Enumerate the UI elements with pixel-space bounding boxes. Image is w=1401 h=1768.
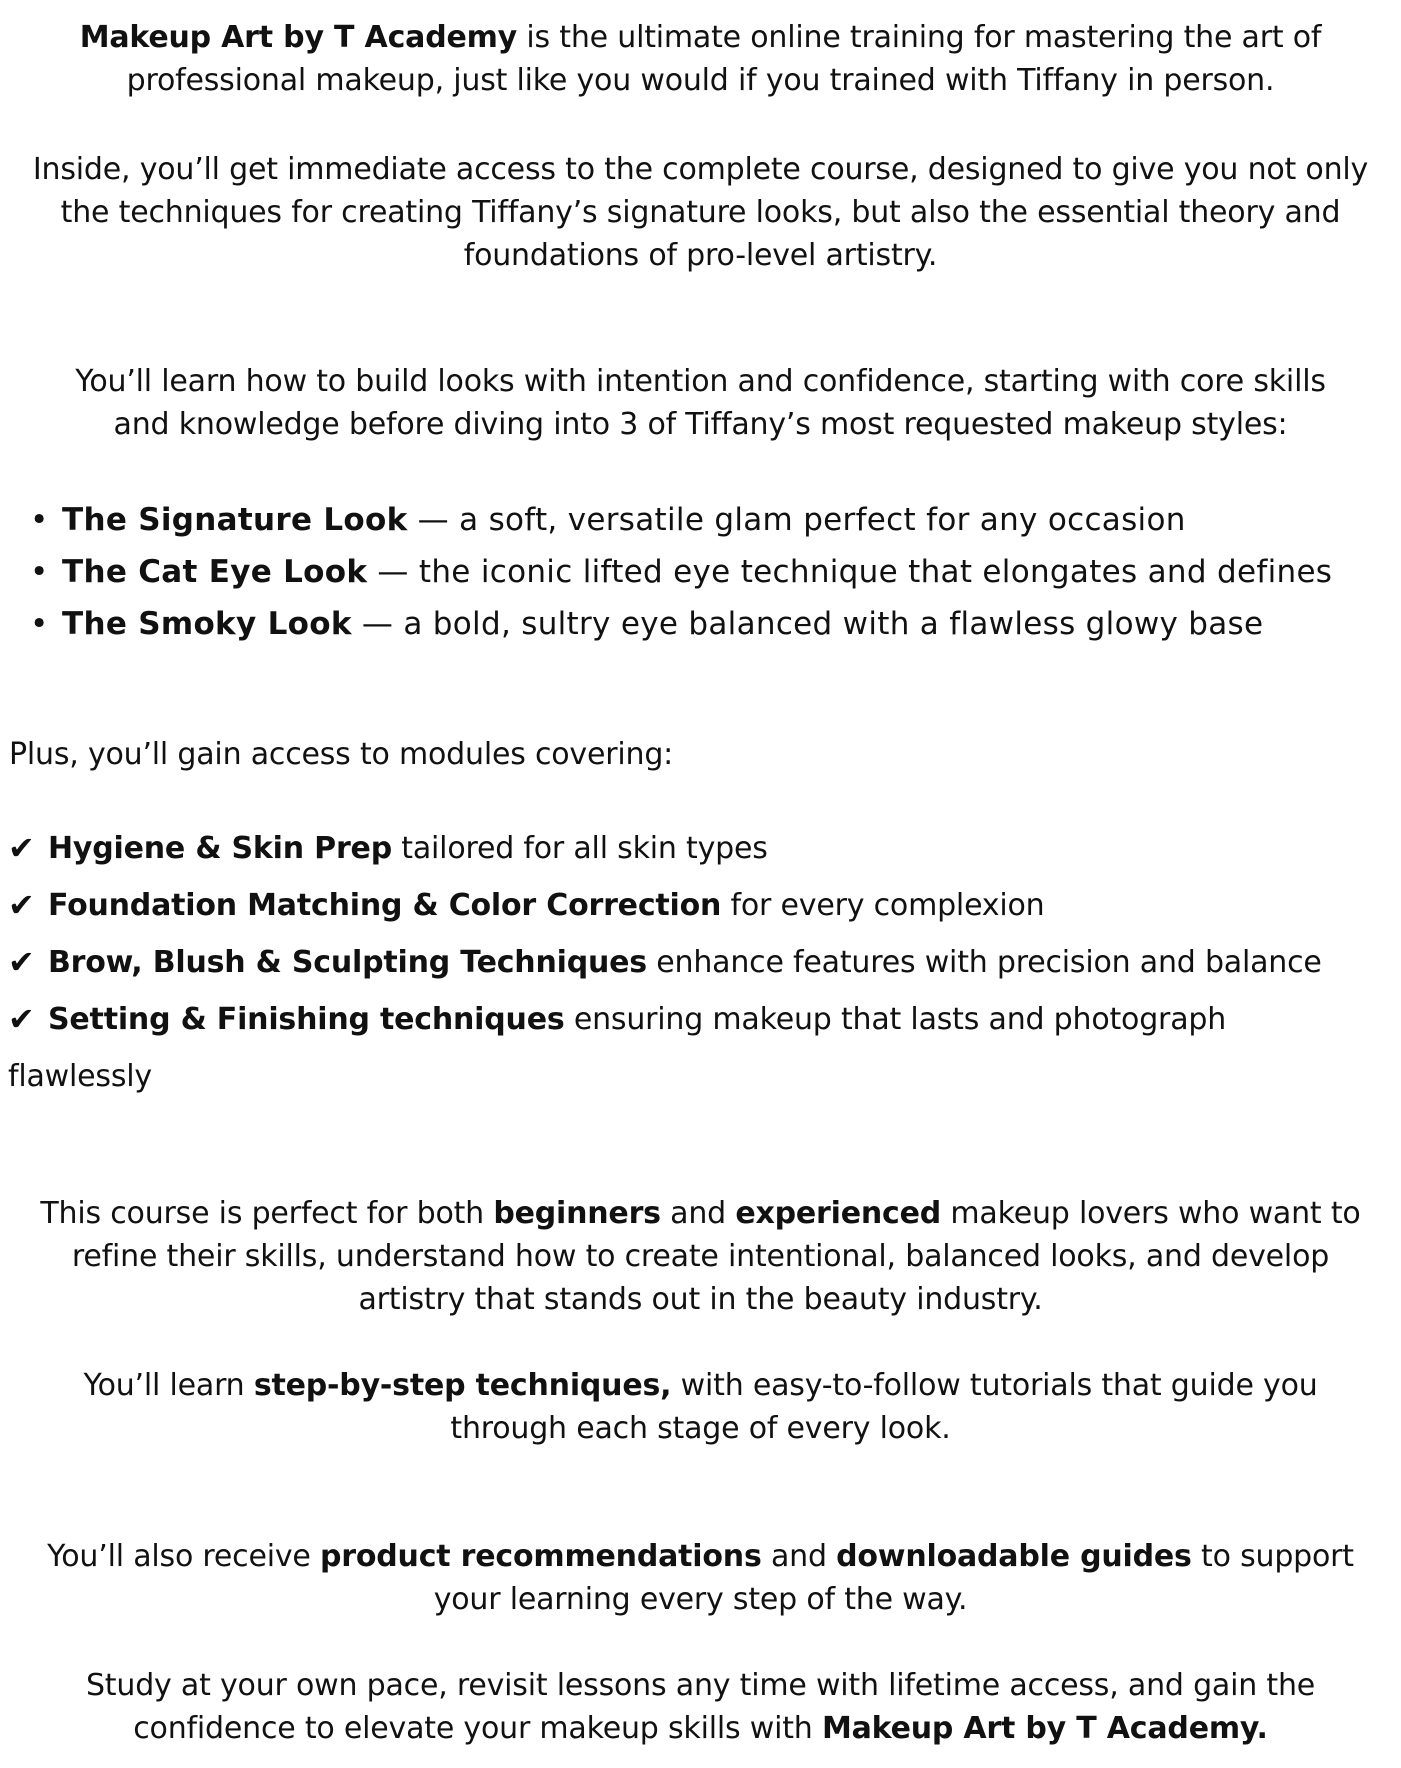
perfect-line3: artistry that stands out in the beauty industry. [358,1282,1043,1317]
steps-paragraph [0,1364,1401,1450]
experienced-text: experienced [735,1196,942,1231]
look-name: The Smoky Look [62,606,352,642]
list-item [0,934,1401,991]
module-desc: ensuring makeup that lasts and photograph [564,1002,1227,1037]
perfect-post: makeup lovers who want to [941,1196,1361,1231]
downloadable-guides-text: downloadable guides [836,1539,1192,1574]
perfect-paragraph [0,1192,1401,1321]
look-name: The Cat Eye Look [62,554,368,590]
module-name: Brow, Blush & Sculpting Techniques [48,945,647,980]
list-item [0,877,1401,934]
inside-line1: Inside, you’ll get immediate access to the complete course, designed to give you not only [32,152,1369,187]
study-paragraph [0,1664,1401,1750]
list-item [0,598,1401,650]
steps-line2: through each stage of every look. [450,1411,951,1446]
brand-name-closing: Makeup Art by T Academy. [821,1711,1268,1746]
checkmark-icon: ✔ [8,829,35,867]
looks-list [0,494,1401,650]
intro-paragraph [0,16,1401,102]
module-name: Foundation Matching & Color Correction [48,888,722,923]
steps-post: with easy-to-follow tutorials that guide you [671,1368,1318,1403]
checkmark-icon: ✔ [8,943,35,981]
module-name: Hygiene & Skin Prep [48,831,392,866]
steps-bold: step-by-step techniques, [253,1368,672,1403]
bullet-icon: • [30,554,49,590]
checkmark-icon: ✔ [8,886,35,924]
perfect-line2: refine their skills, understand how to create intentional, balanced looks, and develop [71,1239,1330,1274]
module-desc: enhance features with precision and balance [646,945,1322,980]
intro-text: is the ultimate online training for mastering the art of [517,20,1322,55]
look-desc: — the iconic lifted eye technique that elongates and defines [367,554,1333,590]
plus-paragraph: Plus, you’ll gain access to modules covering: [9,737,674,772]
module-desc: for every complexion [721,888,1045,923]
steps-pre: You’ll learn [83,1368,254,1403]
products-post: to support [1191,1539,1354,1574]
list-item [0,820,1401,877]
intro-text-line2: professional makeup, just like you would if you trained with Tiffany in person. [126,63,1275,98]
learn-paragraph [0,360,1401,446]
module-desc: tailored for all skin types [391,831,768,866]
products-paragraph [0,1535,1401,1621]
inside-line3: foundations of pro-level artistry. [463,238,938,273]
products-line2: your learning every step of the way. [433,1582,968,1617]
list-item [0,546,1401,598]
look-desc: — a bold, sultry eye balanced with a flawless glowy base [351,606,1264,642]
inside-paragraph [0,148,1401,277]
study-pre2: confidence to elevate your makeup skills with [133,1711,822,1746]
perfect-mid: and [660,1196,736,1231]
look-name: The Signature Look [62,502,408,538]
study-line1: Study at your own pace, revisit lessons any time with lifetime access, and gain the [85,1668,1316,1703]
list-item [0,991,1401,1105]
products-mid: and [761,1539,837,1574]
module-name: Setting & Finishing techniques [48,1002,565,1037]
bullet-icon: • [30,606,49,642]
look-desc: — a soft, versatile glam perfect for any occasion [407,502,1186,538]
modules-list [0,820,1401,1105]
module-desc-continued: flawlessly [8,1059,152,1094]
learn-line1: You’ll learn how to build looks with intention and confidence, starting with core skills [75,364,1326,399]
brand-name: Makeup Art by T Academy [79,20,518,55]
products-pre: You’ll also receive [47,1539,320,1574]
beginners-text: beginners [493,1196,661,1231]
product-recommendations-text: product recommendations [320,1539,762,1574]
learn-line2: and knowledge before diving into 3 of Tiffany’s most requested makeup styles: [113,407,1288,442]
list-item [0,494,1401,546]
checkmark-icon: ✔ [8,1000,35,1038]
bullet-icon: • [30,502,49,538]
perfect-pre: This course is perfect for both [40,1196,494,1231]
inside-line2: the techniques for creating Tiffany’s signature looks, but also the essential theory and [60,195,1341,230]
